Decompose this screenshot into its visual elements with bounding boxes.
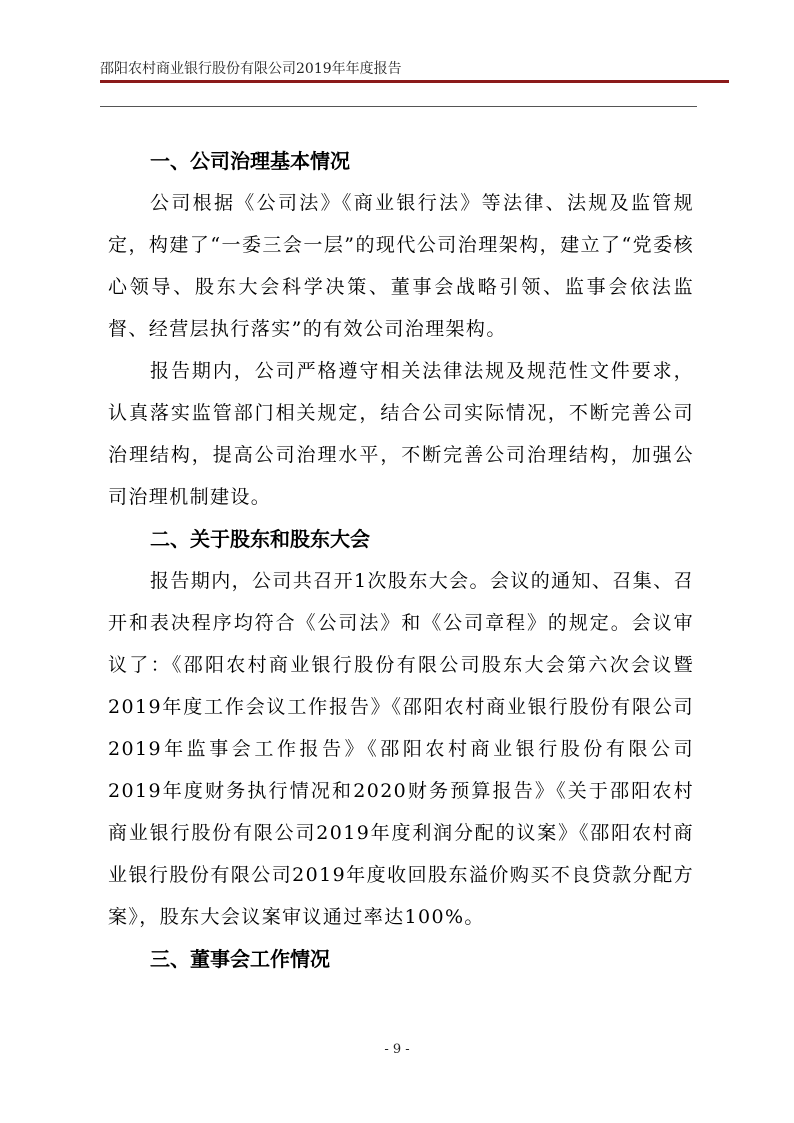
section-heading-2: 二、关于股东和股东大会 [150, 527, 370, 551]
header-rule-red [100, 80, 729, 83]
section-heading-1: 一、公司治理基本情况 [150, 149, 350, 173]
page-number: - 9 - [384, 1042, 410, 1057]
paragraph: 公司根据《公司法》《商业银行法》等法律、法规及监管规定，构建了“一委三会一层”的现代公司治理架构，建立了“党委核心领导、股东大会科学决策、董事会战略引领、监事会依法监督、经营层执行落实”的有效公司治理架构。 [108, 192, 694, 340]
running-header: 邵阳农村商业银行股份有限公司2019年年度报告 [100, 61, 402, 77]
section-heading-3: 三、董事会工作情况 [150, 947, 330, 971]
document-body [108, 140, 694, 980]
paragraph: 报告期内，公司严格遵守相关法律法规及规范性文件要求，认真落实监管部门相关规定，结合公司实际情况，不断完善公司治理结构，提高公司治理水平，不断完善公司治理结构，加强公司治理机制建设。 [108, 360, 694, 508]
paragraph: 报告期内，公司共召开1次股东大会。会议的通知、召集、召开和表决程序均符合《公司法》和《公司章程》的规定。会议审议了：《邵阳农村商业银行股份有限公司股东大会第六次会议暨2019年度工作会议工作报告》《邵阳农村商业银行股份有限公司2019年监事会工作报告》《邵阳农村商业银行股份有限公司2019年度财务执行情况和2020财务预算报告》《关于邵阳农村商业银行股份有限公司2019年度利润分配的议案》《邵阳农村商业银行股份有限公司2019年度收回股东溢价购买不良贷款分配方案》，股东大会议案审议通过率达100%。 [108, 570, 694, 928]
header-rule-gray [100, 106, 697, 107]
